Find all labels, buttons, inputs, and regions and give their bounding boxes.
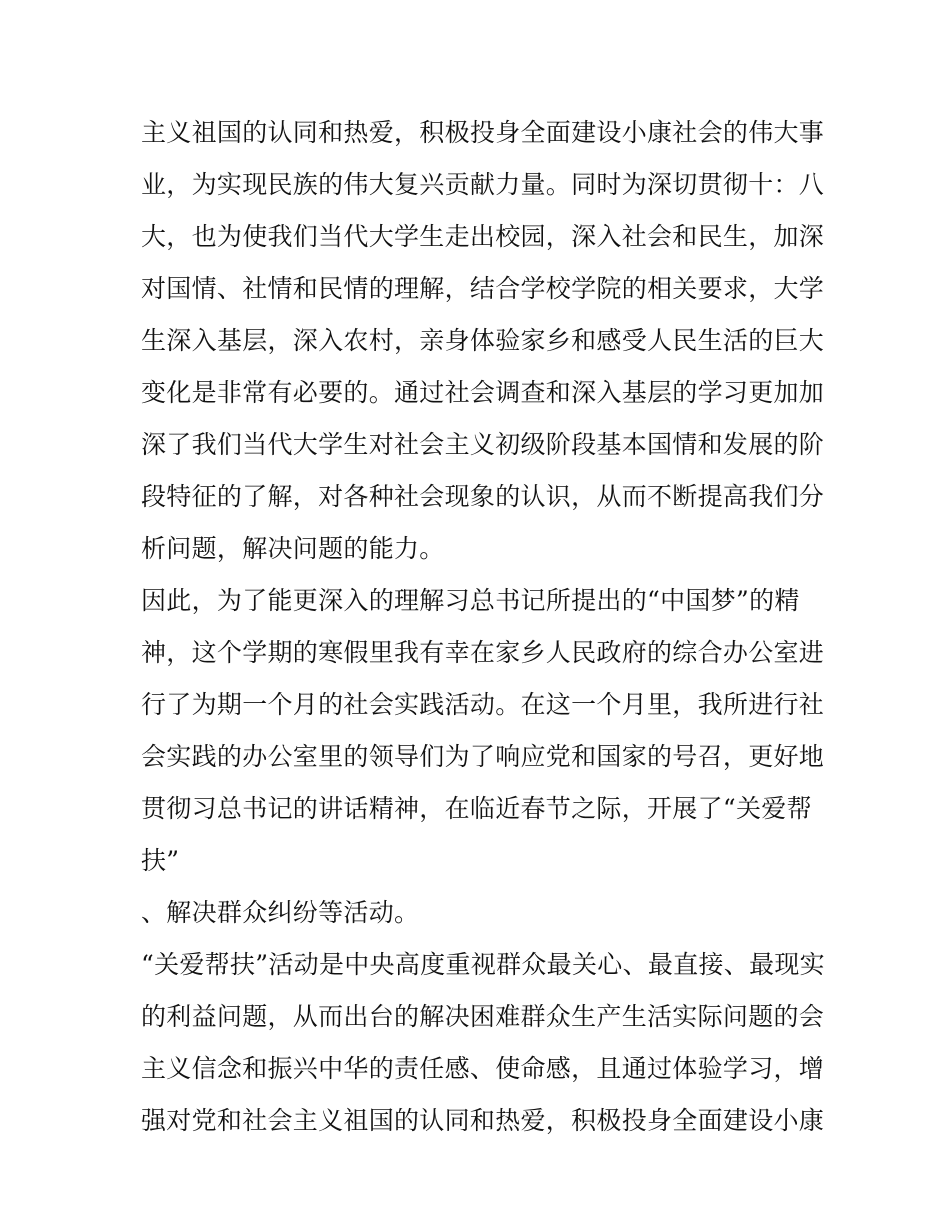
- body-text: [141, 107, 825, 1147]
- text-line-1: 主义祖国的认同和热爱，积极投身全面建设小康社会的伟大事: [141, 118, 825, 147]
- text-line-11: 神，这个学期的寒假里我有幸在家乡人民政府的综合办公室进: [141, 638, 825, 667]
- text-line-9: 析问题，解决问题的能力。: [141, 534, 445, 563]
- text-line-15: 扶”: [141, 846, 180, 875]
- text-line-13: 会实践的办公室里的领导们为了响应党和国家的号召，更好地: [141, 742, 825, 771]
- text-line-20: 强对党和社会主义祖国的认同和热爱，积极投身全面建设小康: [141, 1106, 825, 1135]
- text-line-8: 段特征的了解，对各种社会现象的认识，从而不断提高我们分: [141, 482, 825, 511]
- text-line-14: 贯彻习总书记的讲话精神，在临近春节之际，开展了“关爱帮: [141, 794, 812, 823]
- text-line-12: 行了为期一个月的社会实践活动。在这一个月里，我所进行社: [141, 690, 825, 719]
- text-line-17: “关爱帮扶”活动是中央高度重视群众最关心、最直接、最现实: [141, 950, 825, 979]
- text-line-3: 大，也为使我们当代大学生走出校园，深入社会和民生，加深: [141, 222, 825, 251]
- text-line-18: 的利益问题，从而出台的解决困难群众生产生活实际问题的会: [141, 1002, 825, 1031]
- text-line-16: 、解决群众纠纷等活动。: [141, 898, 420, 927]
- text-line-19: 主义信念和振兴中华的责任感、使命感，且通过体验学习，增: [141, 1054, 825, 1083]
- text-line-2: 业，为实现民族的伟大复兴贡献力量。同时为深切贯彻十：八: [141, 170, 825, 199]
- text-line-4: 对国情、社情和民情的理解，结合学校学院的相关要求，大学: [141, 274, 825, 303]
- text-line-7: 深了我们当代大学生对社会主义初级阶段基本国情和发展的阶: [141, 430, 825, 459]
- text-line-6: 变化是非常有必要的。通过社会调查和深入基层的学习更加加: [141, 378, 825, 407]
- text-line-10: 因此，为了能更深入的理解习总书记所提出的“中国梦”的精: [141, 586, 800, 615]
- text-line-5: 生深入基层，深入农村，亲身体验家乡和感受人民生活的巨大: [141, 326, 825, 355]
